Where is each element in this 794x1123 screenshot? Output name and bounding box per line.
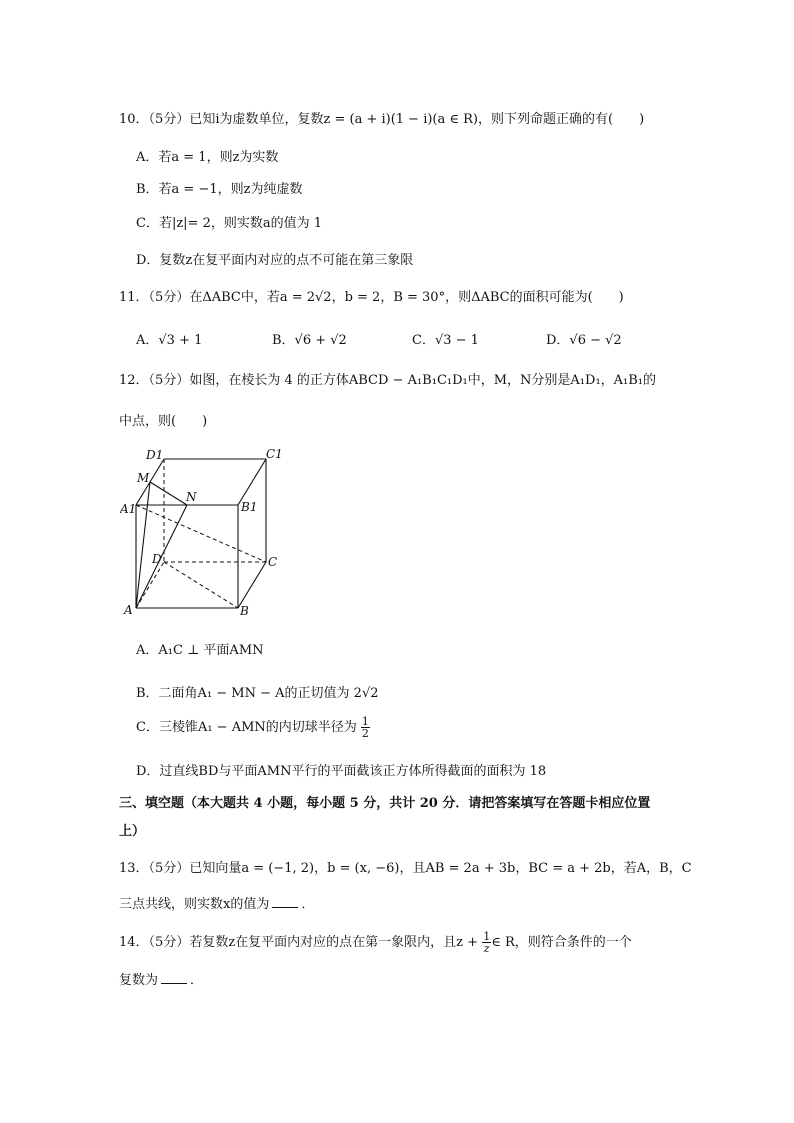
q11-option-a: A．√3 + 1 — [136, 333, 203, 348]
section-title-line2: 上） — [119, 824, 146, 839]
q11-option-c: C．√3 − 1 — [412, 333, 479, 348]
answer-blank — [272, 907, 298, 908]
q11-option-d: D．√6 − √2 — [546, 333, 622, 348]
q10-option-c: C．若|z|= 2，则实数a的值为 1 — [136, 216, 323, 231]
q10-option-d: D．复数z在复平面内对应的点不可能在第三象限 — [136, 253, 414, 268]
q10-stem: 10．（5分）已知i为虚数单位，复数z = (a + i)(1 − i)(a ∈ R)，则下列命题正确的有( ) — [119, 112, 645, 127]
q11-option-b: B．√6 + √2 — [272, 333, 347, 348]
label-a: A — [124, 603, 133, 617]
q10-option-b: B．若a = −1，则z为纯虚数 — [136, 182, 303, 197]
q13-stem-line2: 三点共线，则实数x的值为 ． — [119, 897, 315, 912]
edge-b1-c1 — [238, 459, 266, 505]
label-d1: D1 — [146, 448, 164, 462]
label-b1: B1 — [241, 500, 258, 514]
q14-stem-line2: 复数为 ． — [119, 973, 204, 988]
label-c: C — [268, 555, 278, 569]
q12-stem-line1: 12．（5分）如图，在棱长为 4 的正方体ABCD − A₁B₁C₁D₁中，M，N分别是A₁D₁，A₁B₁的 — [119, 373, 657, 388]
edge-b-c — [238, 562, 266, 608]
label-a1: A1 — [120, 502, 137, 516]
q12-stem-line2: 中点，则( ) — [119, 414, 208, 429]
cube-figure — [120, 445, 290, 620]
q11-stem: 11．（5分）在ΔABC中，若a = 2√2，b = 2，B = 30°，则ΔABC的面积可能为( ) — [119, 290, 624, 305]
section-title-line1: 三、填空题（本大题共 4 小题，每小题 5 分，共计 20 分．请把答案填写在答题卡相应位置 — [119, 796, 651, 811]
label-b: B — [240, 604, 249, 618]
q10-option-a: A．若a = 1，则z为实数 — [136, 150, 279, 165]
label-d: D — [152, 552, 162, 566]
fraction-one-half: $\frac{1}{2}$ — [361, 715, 369, 740]
q12-option-c: C．三棱锥A₁ − AMN的内切球半径为 $\frac{1}{2}$ — [136, 715, 369, 740]
label-m: M — [137, 471, 150, 485]
q14-stem-line1: 14．（5分）若复数z在复平面内对应的点在第一象限内，且z + $\frac{1}{z}$ ∈ R，则符合条件的一个 — [119, 930, 632, 955]
q12-option-a: A．A₁C ⊥ 平面AMN — [136, 643, 264, 658]
q12-option-d: D．过直线BD与平面AMN平行的平面截该正方体所得截面的面积为 18 — [136, 764, 547, 779]
fraction-one-over-z: $\frac{1}{z}$ — [483, 930, 491, 955]
q13-stem-line1: 13．（5分）已知向量a = (−1, 2)，b = (x, −6)，且AB = 2a + 3b，BC = a + 2b，若A，B，C — [119, 861, 692, 876]
label-c1: C1 — [266, 447, 283, 461]
hidden-segment-d-b — [164, 562, 238, 608]
q12-option-b: B．二面角A₁ − MN − A的正切值为 2√2 — [136, 686, 379, 701]
segment-m-n — [150, 482, 187, 505]
answer-blank — [161, 983, 187, 984]
label-n: N — [186, 490, 197, 504]
